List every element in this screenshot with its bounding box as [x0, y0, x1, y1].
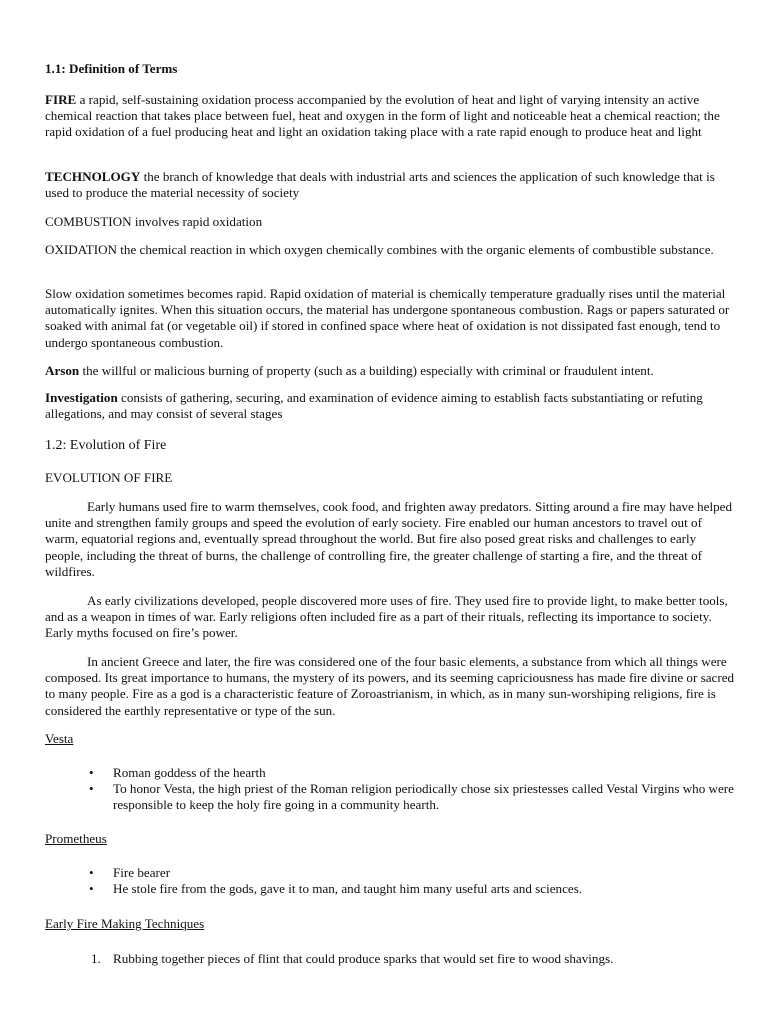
prometheus-list — [45, 865, 735, 897]
term-definition: the willful or malicious burning of property (such as a building) especially with criminal or fraudulent intent. — [79, 363, 654, 378]
term-definition: the chemical reaction in which oxygen chemically combines with the organic elements of combustible substance. — [117, 242, 714, 257]
definition-oxidation — [45, 242, 735, 258]
paragraph-ancient-greece: In ancient Greece and later, the fire was considered one of the four basic elements, a substance from which all things were composed. Its great importance to humans, the mystery of its powers, and its seeming capriciousness has made fire divine or sacred to many people. Fire as a god is a characteristic feature of Zoroastrianism, in which, as in many sun-worshiping religions, fire is considered the earthly representative or type of the sun. — [45, 654, 735, 718]
term-definition: the branch of knowledge that deals with industrial arts and sciences the application of such knowledge that is used to produce the material necessity of society — [45, 169, 715, 201]
term-label: FIRE — [45, 92, 77, 107]
term-definition: involves rapid oxidation — [131, 214, 263, 229]
term-definition: consists of gathering, securing, and examination of evidence aiming to establish facts substantiating or refuting allegations, and may consist of several stages — [45, 390, 703, 422]
vesta-list — [45, 765, 735, 814]
term-label: Investigation — [45, 390, 118, 405]
section-heading-evolution: 1.2: Evolution of Fire — [45, 438, 167, 453]
techniques-list — [45, 951, 735, 967]
term-label: COMBUSTION — [45, 214, 132, 229]
bullet-icon: • — [89, 865, 94, 880]
section-heading-definitions: 1.1: Definition of Terms — [45, 61, 178, 76]
paragraph-slow-oxidation — [45, 286, 735, 351]
bullet-icon: • — [89, 781, 94, 797]
subheading-evolution-of-fire: EVOLUTION OF FIRE — [45, 470, 173, 485]
heading-prometheus: Prometheus — [45, 831, 107, 846]
heading-fire-making-techniques: Early Fire Making Techniques — [45, 916, 205, 931]
term-label: Arson — [45, 363, 80, 378]
paragraph-early-civilizations: As early civilizations developed, people discovered more uses of fire. They used fire to provide light, to make better tools, and as a weapon in times of war. Early religions often included fire as a part of their rituals, reflecting its importance to society. Early myths focused on fire’s power. — [45, 593, 728, 641]
bullet-icon: • — [89, 765, 94, 780]
definition-combustion — [45, 214, 735, 230]
list-item: • To honor Vesta, the high priest of the Roman religion periodically chose six priestesses called Vestal Virgins who were responsible to keep the holy fire going in a community hearth. — [89, 781, 734, 813]
definition-investigation — [45, 390, 735, 422]
list-item: • Roman goddess of the hearth — [89, 765, 266, 780]
heading-vesta: Vesta — [45, 731, 74, 746]
term-definition: a rapid, self-sustaining oxidation process accompanied by the evolution of heat and light of varying intensity an active chemical reaction that takes place between fuel, heat and oxygen in the form of light and noticeable heat a chemical reaction; the rapid oxidation of a fuel producing heat and light an oxidation taking place with a rate rapid enough to produce heat and light — [45, 92, 720, 140]
definition-technology — [45, 169, 735, 201]
term-label: TECHNOLOGY — [45, 169, 141, 184]
definition-arson — [45, 363, 735, 379]
term-label: OXIDATION — [45, 242, 118, 257]
list-item: • He stole fire from the gods, gave it to man, and taught him many useful arts and sciences. — [89, 881, 583, 897]
list-item: • Fire bearer — [89, 865, 171, 880]
definition-fire — [45, 92, 735, 141]
term-definition: Slow oxidation sometimes becomes rapid. Rapid oxidation of material is chemically temperature gradually rises until the material automatically ignites. When this situation occurs, the material has undergone spontaneous combustion. Rags or papers saturated or soaked with animal fat (or vegetable oil) if stored in confined space where heat of oxidation is not dissipated fast enough, tend to undergo spontaneous combustion. — [45, 286, 730, 350]
paragraph-early-humans: Early humans used fire to warm themselves, cook food, and frighten away predators. Sitting around a fire may have helped unite and strengthen family groups and speed the evolution of early society. Fire enabled our human ancestors to travel out of warm, equatorial regions and, eventually spread throughout the world. But fire also posed great risks and challenges to early people, including the threat of burns, the challenge of controlling fire, the greater challenge of starting a fire, and the threat of wildfires. — [45, 499, 733, 579]
bullet-icon: • — [89, 881, 94, 897]
list-item: 1. Rubbing together pieces of flint that could produce sparks that would set fire to wood shavings. — [91, 951, 614, 966]
